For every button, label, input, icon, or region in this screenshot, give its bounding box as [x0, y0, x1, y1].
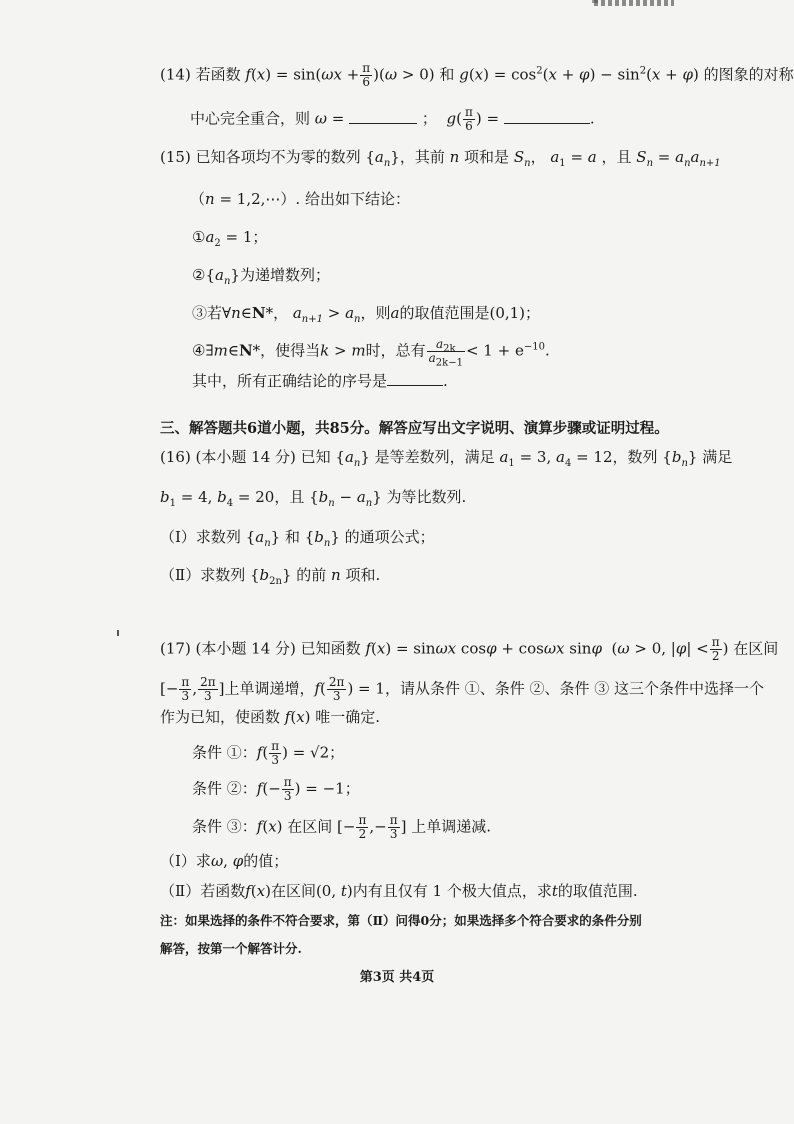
q17-note-line1: 注：如果选择的条件不符合要求，第（Ⅱ）问得0分；如果选择多个符合要求的条件分别: [160, 913, 642, 928]
q17-condition-3: 条件 ③：f(x) 在区间 [− $\frac{\pi}{2}$ ,− $\frac{\pi}{3}$ ] 上单调递减.: [192, 813, 491, 841]
q15-line1: (15) 已知各项均不为零的数列 $\{a_n\}$，其前 n 项和是 $S_n$， $a_1 = a$ ，且 $S_n = a_na_{n+1}$: [160, 148, 721, 169]
page-footer: 第3页 共4页: [359, 970, 435, 985]
q17-line3: 作为已知，使函数 f(x) 唯一确定.: [160, 708, 381, 726]
answer-blank[interactable]: [387, 371, 443, 386]
q15-conclusion-3: ③若∀n∈N*， $a_{n+1} > a_n$，则a的取值范围是(0,1)；: [192, 304, 541, 325]
q17-part2: （Ⅱ）若函数f(x)在区间(0, t)内有且仅有 1 个极大值点，求t的取值范围.: [160, 882, 638, 900]
q16-part2: （Ⅱ）求数列 $\{b_{2n}\}$ 的前 n 项和.: [160, 566, 381, 587]
scan-artifact: [594, 0, 674, 6]
q15-line2: （n = 1,2,⋯）. 给出如下结论：: [190, 190, 410, 208]
q16-part1: （Ⅰ）求数列 $\{a_n\}$ 和 $\{b_n\}$ 的通项公式；: [160, 528, 435, 549]
q15-conclusion-2: $②\{a_n\}$为递增数列；: [192, 266, 330, 287]
q17-condition-2: 条件 ②：f(− $\frac{\pi}{3}$ ) = −1；: [192, 775, 360, 803]
scan-artifact: [592, 0, 598, 3]
q15-conclusion-1: $①a_2 = 1$；: [192, 228, 268, 249]
q17-line2: [− $\frac{\pi}{3}$ , $\frac{2\pi}{3}$ ]上单调递增，f( $\frac{2\pi}{3}$ ) = 1，请从条件 ①、条件 ②、条件 ③ 这三个条件中选择一个: [160, 675, 765, 703]
q15-ask: 其中，所有正确结论的序号是 .: [192, 372, 448, 390]
answer-blank[interactable]: [349, 109, 417, 124]
q14-line1: (14) 若函数 f(x) = sin(ωx + $\frac{\pi}{6}$ )(ω > 0) 和 $g(x) = \cos^2(x + \varphi) - \sin^2(x + \varphi)$ 的图象的对称: [160, 61, 794, 89]
question-number: (14): [160, 65, 191, 84]
scan-artifact: [117, 630, 119, 636]
q17-note-line2: 解答，按第一个解答计分.: [160, 941, 302, 956]
q16-line1: (16) (本小题 14 分) 已知 $\{a_n\}$ 是等差数列，满足 $a_1 = 3$, $a_4 = 12$，数列 $\{b_n\}$ 满足: [160, 448, 733, 469]
q14-line2: 中心完全重合，则 ω = ； g( $\frac{\pi}{6}$ ) = .: [190, 105, 595, 133]
q17-condition-1: 条件 ①：f( $\frac{\pi}{3}$ ) = √2；: [192, 739, 345, 767]
q17-line1: (17) (本小题 14 分) 已知函数 f(x) = sinωx cosφ + cosωx sinφ (ω > 0, |φ| < $\frac{\pi}{2}$ ) 在区间: [160, 635, 779, 663]
q17-part1: （Ⅰ）求ω, φ的值；: [160, 852, 289, 870]
section-title: 三、解答题共6道小题，共85分。解答应写出文字说明、演算步骤或证明过程。: [160, 420, 669, 437]
q15-conclusion-4: ④∃m∈N*，使得当k > m时，总有 $\frac{a_{2k}}{a_{2k-1}}$ < $1 + e^{-10}$.: [192, 337, 550, 369]
q16-line2: $b_1 = 4$, $b_4 = 20$，且 $\{b_n - a_n\}$ 为等比数列.: [160, 488, 467, 509]
answer-blank[interactable]: [504, 109, 590, 124]
